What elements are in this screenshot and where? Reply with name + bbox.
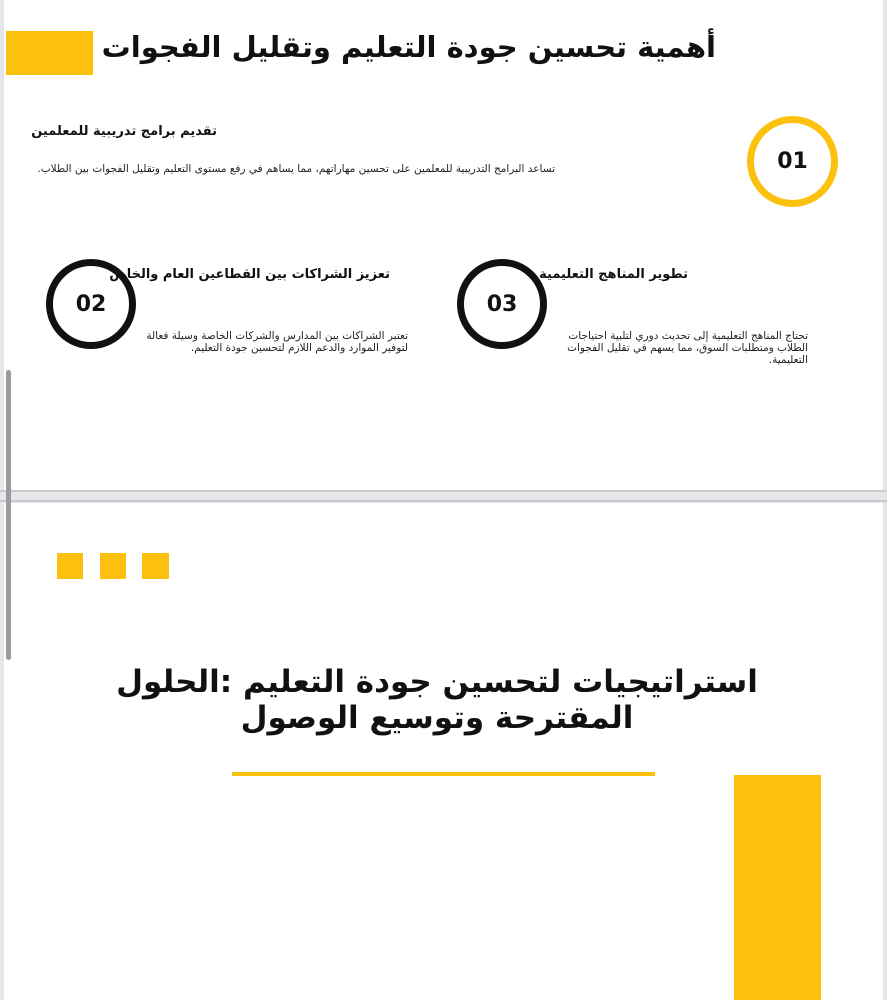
step-01-badge: 01 [747,116,838,207]
step-01-text: تساعد البرامج التدريبية للمعلمين على تحسين مهاراتهم، مما يساهم في رفع مستوى التعليم وتقليل الفجوات بين الطلاب. [37,163,555,175]
slide-divider-bottom [0,500,887,502]
accent-bar [6,31,93,75]
step-02-text: تعتبر الشراكات بين المدارس والشركات الخاصة وسيلة فعالة لتوفير الموارد والدعم اللازم لتحسين جودة التعليم. [146,330,408,354]
slide-2-title: استراتيجيات لتحسين جودة التعليم :الحلول المقترحة وتوسيع الوصول [116,664,758,736]
slide-1-title: أهمية تحسين جودة التعليم وتقليل الفجوات [101,30,716,64]
slide-1 [4,0,883,490]
step-02-badge: 02 [46,259,136,349]
step-02-title: تعزيز الشراكات بين القطاعين العام والخاص [109,267,390,282]
step-03-text: تحتاج المناهج التعليمية إلى تحديث دوري لتلبية احتياجات الطلاب ومتطلبات السوق، مما يسهم في تقليل الفجوات التعليمية. [567,330,808,366]
title-underline [232,772,655,776]
accent-column [734,775,821,1000]
accent-square-2 [100,553,126,579]
scrollbar-thumb[interactable] [6,370,11,660]
accent-square-1 [57,553,83,579]
accent-square-3 [142,553,169,579]
slide-2 [4,503,883,1000]
step-01-title: تقديم برامج تدريبية للمعلمين [31,124,217,139]
slide-divider-top [0,490,887,492]
step-03-badge: 03 [457,259,547,349]
step-03-title: تطوير المناهج التعليمية [539,267,688,282]
